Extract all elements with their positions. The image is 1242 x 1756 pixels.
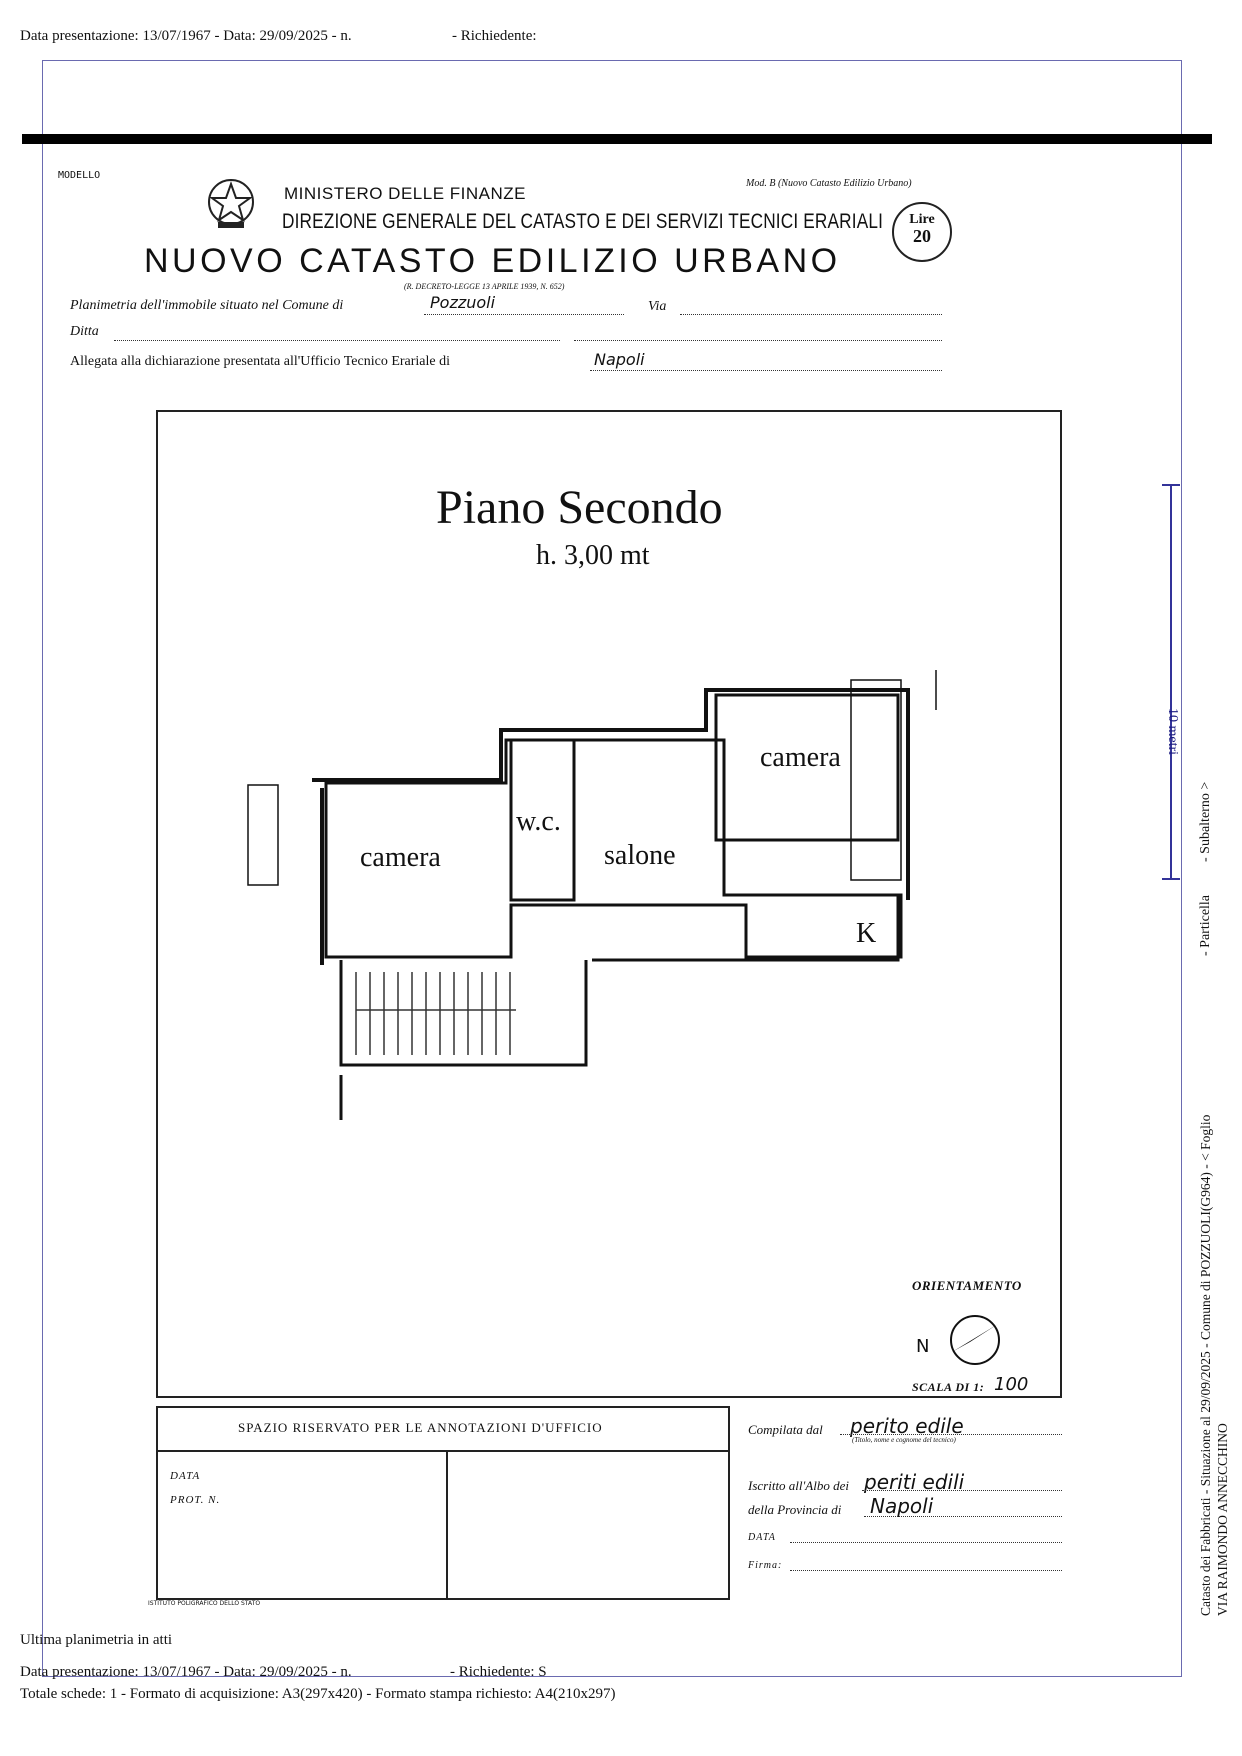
scale-bar-tick-top — [1162, 484, 1180, 486]
scale-bar — [1170, 484, 1172, 880]
compilata-value: perito edile — [850, 1414, 964, 1438]
planimetria-label: Planimetria dell'immobile situato nel Comune di — [70, 298, 344, 313]
compilata-sub: (Titolo, nome e cognome del tecnico) — [852, 1436, 956, 1444]
iscritto-value: periti edili — [864, 1470, 965, 1494]
top-rule — [22, 134, 1212, 144]
compilata-label: Compilata dal — [748, 1422, 823, 1437]
direzione-label: DIREZIONE GENERALE DEL CATASTO E DEI SERVIZI TECNICI ERARIALI — [282, 210, 884, 233]
header-richiedente: - Richiedente: — [452, 28, 537, 44]
footer-line2: Totale schede: 1 - Formato di acquisizione: A3(297x420) - Formato stampa richiesto: A4(210x297) — [20, 1686, 616, 1702]
data-label-2: DATA — [748, 1532, 776, 1543]
ditta-dotted-line-2 — [574, 340, 942, 341]
decreto-label: (R. DECRETO-LEGGE 13 APRILE 1939, N. 652) — [404, 282, 565, 291]
ministry-label: MINISTERO DELLE FINANZE — [284, 184, 526, 203]
data-label: DATA — [170, 1470, 201, 1482]
via-label: Via — [648, 299, 667, 314]
via-line: VIA RAIMONDO ANNECCHINO — [1215, 1423, 1230, 1616]
annotazioni-divider — [446, 1450, 448, 1598]
orientamento-label: ORIENTAMENTO — [912, 1278, 1022, 1293]
catasto-line: Catasto dei Fabbricati - Situazione al 29/09/2025 - Comune di POZZUOLI(G964) - < Foglio — [1198, 1114, 1213, 1616]
ditta-dotted-line — [114, 340, 560, 341]
room-camera-right: camera — [760, 742, 841, 773]
emblem-icon — [204, 172, 258, 232]
spazio-label: SPAZIO RISERVATO PER LE ANNOTAZIONI D'UFFICIO — [238, 1420, 603, 1435]
allegata-label: Allegata alla dichiarazione presentata all'Ufficio Tecnico Erariale di — [70, 354, 451, 369]
comune-value: Pozzuoli — [430, 293, 496, 312]
data-dotted-line — [790, 1542, 1062, 1543]
scala-value: 100 — [994, 1374, 1029, 1395]
room-wc: w.c. — [516, 806, 561, 837]
istituto-label: ISTITUTO POLIGRAFICO DELLO STATO — [148, 1600, 261, 1607]
subalterno-label: - Subalterno > — [1198, 781, 1213, 862]
plan-height: h. 3,00 mt — [536, 540, 650, 571]
iscritto-dotted-line — [862, 1490, 1062, 1491]
particella-label: - Particella — [1198, 894, 1213, 956]
compilata-dotted-line — [840, 1434, 1062, 1435]
header-presentation-line: Data presentazione: 13/07/1967 - Data: 29/09/2025 - n. — [20, 28, 352, 44]
lire-stamp — [892, 202, 952, 262]
comune-dotted-line — [424, 314, 624, 315]
mod-b-label: Mod. B (Nuovo Catasto Edilizio Urbano) — [746, 178, 912, 189]
provincia-dotted-line — [864, 1516, 1062, 1517]
footer-line1: Data presentazione: 13/07/1967 - Data: 29/09/2025 - n. — [20, 1664, 352, 1680]
iscritto-label: Iscritto all'Albo dei — [748, 1478, 849, 1493]
floor-plan-drawing — [156, 410, 1058, 1394]
scale-bar-tick-bottom — [1162, 878, 1180, 880]
footer-richiedente: - Richiedente: S — [450, 1664, 547, 1680]
allegata-dotted-line — [590, 370, 942, 371]
lire-value: 20 — [913, 226, 931, 246]
scala-label: SCALA DI 1: — [912, 1380, 985, 1394]
via-dotted-line — [680, 314, 942, 315]
ufficio-value: Napoli — [594, 350, 645, 369]
room-salone: salone — [604, 840, 676, 871]
scale-label: 10 metri — [1165, 708, 1180, 756]
plan-title: Piano Secondo — [436, 481, 723, 534]
compass-icon — [940, 1310, 1010, 1370]
ditta-label: Ditta — [70, 324, 99, 339]
provincia-value: Napoli — [870, 1494, 934, 1518]
firma-dotted-line — [790, 1570, 1062, 1571]
prot-label: PROT. N. — [170, 1494, 221, 1506]
room-camera-left: camera — [360, 842, 441, 873]
annotazioni-header-rule — [156, 1450, 728, 1452]
lire-label: Lire — [909, 212, 935, 227]
north-label: N — [916, 1336, 930, 1357]
form-title: NUOVO CATASTO EDILIZIO URBANO — [144, 242, 841, 280]
firma-label: Firma: — [748, 1560, 783, 1571]
modello-label: MODELLO — [58, 170, 101, 181]
provincia-label: della Provincia di — [748, 1502, 842, 1517]
footer-ultima: Ultima planimetria in atti — [20, 1632, 173, 1648]
room-k: K — [856, 918, 877, 949]
